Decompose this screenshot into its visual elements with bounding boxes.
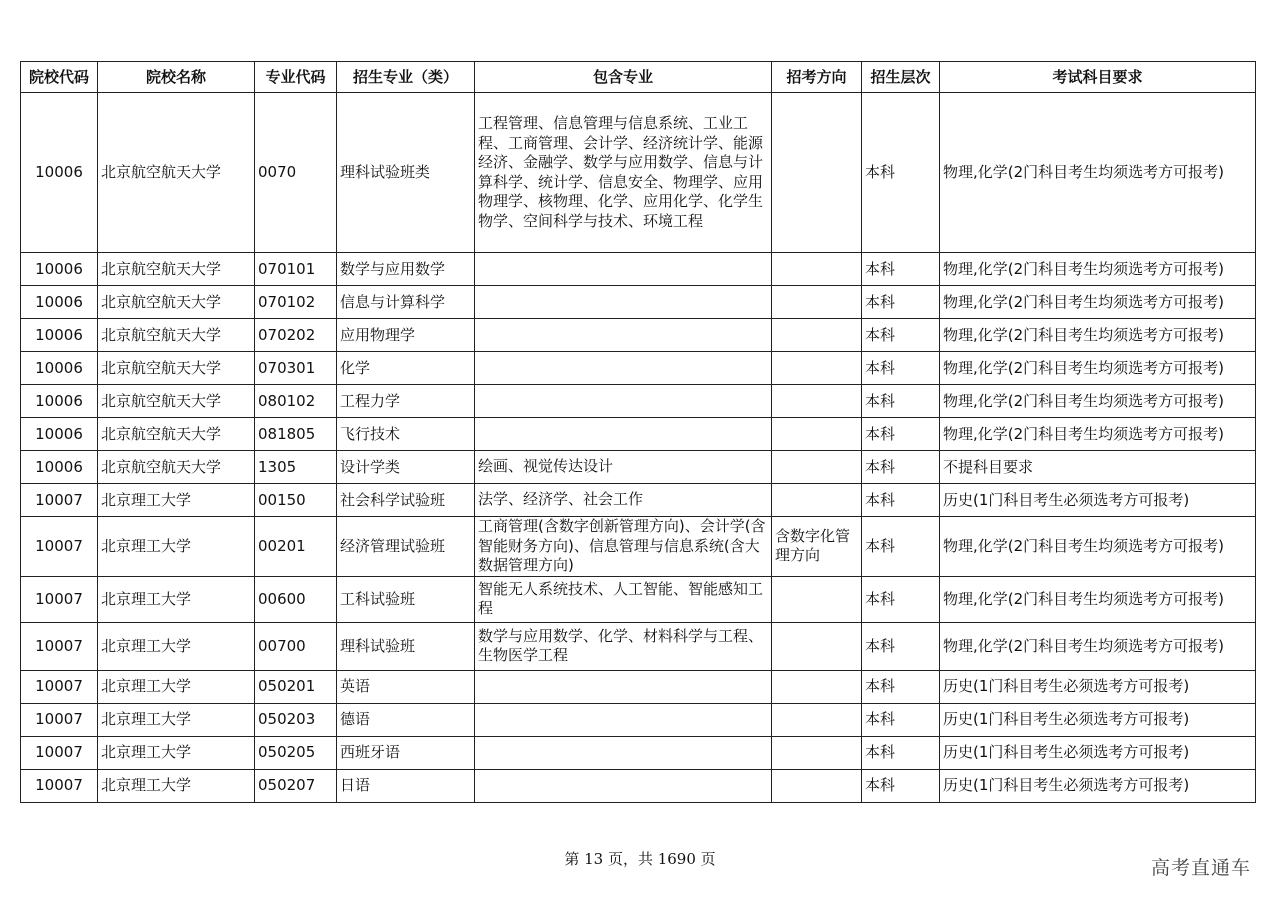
cell-level: 本科 xyxy=(862,703,940,736)
cell-school-code: 10007 xyxy=(21,703,98,736)
cell-major-category: 德语 xyxy=(337,703,475,736)
cell-direction xyxy=(772,576,862,622)
table-header-row xyxy=(21,62,1256,93)
cell-direction xyxy=(772,451,862,484)
cell-direction xyxy=(772,93,862,253)
cell-subject-requirement: 历史(1门科目考生必须选考方可报考) xyxy=(940,769,1256,802)
cell-school-code: 10006 xyxy=(21,253,98,286)
cell-direction xyxy=(772,484,862,517)
cell-subject-requirement: 物理,化学(2门科目考生均须选考方可报考) xyxy=(940,352,1256,385)
cell-school-name: 北京理工大学 xyxy=(98,769,255,802)
cell-level: 本科 xyxy=(862,517,940,577)
cell-subject-requirement: 物理,化学(2门科目考生均须选考方可报考) xyxy=(940,622,1256,670)
cell-subject-requirement: 历史(1门科目考生必须选考方可报考) xyxy=(940,736,1256,769)
cell-school-name: 北京理工大学 xyxy=(98,622,255,670)
table-row xyxy=(21,253,1256,286)
table-row xyxy=(21,622,1256,670)
header-school-code: 院校代码 xyxy=(21,62,98,93)
cell-direction xyxy=(772,286,862,319)
cell-level: 本科 xyxy=(862,319,940,352)
cell-major-code: 00700 xyxy=(255,622,337,670)
cell-subject-requirement: 物理,化学(2门科目考生均须选考方可报考) xyxy=(940,385,1256,418)
cell-school-name: 北京理工大学 xyxy=(98,703,255,736)
cell-subject-requirement: 物理,化学(2门科目考生均须选考方可报考) xyxy=(940,93,1256,253)
cell-school-name: 北京航空航天大学 xyxy=(98,451,255,484)
cell-included-majors: 工商管理(含数字创新管理方向)、会计学(含智能财务方向)、信息管理与信息系统(含大数据管理方向) xyxy=(475,517,772,577)
cell-major-category: 理科试验班类 xyxy=(337,93,475,253)
table-row xyxy=(21,769,1256,802)
cell-school-code: 10007 xyxy=(21,576,98,622)
cell-major-category: 英语 xyxy=(337,670,475,703)
table-row xyxy=(21,451,1256,484)
cell-school-name: 北京理工大学 xyxy=(98,576,255,622)
cell-major-code: 070202 xyxy=(255,319,337,352)
cell-major-category: 化学 xyxy=(337,352,475,385)
page-number: 第 13 页，共 1690 页 xyxy=(564,850,716,868)
cell-subject-requirement: 历史(1门科目考生必须选考方可报考) xyxy=(940,703,1256,736)
cell-school-name: 北京航空航天大学 xyxy=(98,352,255,385)
cell-subject-requirement: 物理,化学(2门科目考生均须选考方可报考) xyxy=(940,517,1256,577)
cell-major-category: 应用物理学 xyxy=(337,319,475,352)
cell-major-code: 070102 xyxy=(255,286,337,319)
cell-subject-requirement: 不提科目要求 xyxy=(940,451,1256,484)
cell-level: 本科 xyxy=(862,769,940,802)
cell-level: 本科 xyxy=(862,484,940,517)
cell-included-majors: 智能无人系统技术、人工智能、智能感知工程 xyxy=(475,576,772,622)
cell-direction: 含数字化管理方向 xyxy=(772,517,862,577)
cell-school-name: 北京理工大学 xyxy=(98,736,255,769)
table-row xyxy=(21,484,1256,517)
cell-included-majors: 法学、经济学、社会工作 xyxy=(475,484,772,517)
cell-major-category: 工程力学 xyxy=(337,385,475,418)
table-row xyxy=(21,352,1256,385)
cell-school-code: 10006 xyxy=(21,93,98,253)
header-included-majors: 包含专业 xyxy=(475,62,772,93)
table-row xyxy=(21,286,1256,319)
cell-level: 本科 xyxy=(862,253,940,286)
cell-major-code: 050203 xyxy=(255,703,337,736)
cell-included-majors xyxy=(475,418,772,451)
cell-school-name: 北京航空航天大学 xyxy=(98,286,255,319)
cell-school-code: 10007 xyxy=(21,484,98,517)
cell-major-code: 00600 xyxy=(255,576,337,622)
cell-major-code: 00150 xyxy=(255,484,337,517)
cell-major-category: 理科试验班 xyxy=(337,622,475,670)
watermark-text: 高考直通车 xyxy=(1150,857,1251,879)
cell-school-code: 10007 xyxy=(21,517,98,577)
cell-level: 本科 xyxy=(862,670,940,703)
cell-level: 本科 xyxy=(862,622,940,670)
cell-major-code: 070101 xyxy=(255,253,337,286)
cell-school-name: 北京航空航天大学 xyxy=(98,385,255,418)
cell-major-category: 西班牙语 xyxy=(337,736,475,769)
cell-school-name: 北京理工大学 xyxy=(98,517,255,577)
cell-included-majors xyxy=(475,703,772,736)
cell-subject-requirement: 历史(1门科目考生必须选考方可报考) xyxy=(940,670,1256,703)
cell-school-code: 10007 xyxy=(21,622,98,670)
cell-major-code: 080102 xyxy=(255,385,337,418)
cell-major-code: 081805 xyxy=(255,418,337,451)
cell-school-name: 北京航空航天大学 xyxy=(98,93,255,253)
cell-included-majors xyxy=(475,670,772,703)
cell-included-majors: 工程管理、信息管理与信息系统、工业工程、工商管理、会计学、经济统计学、能源经济、金融学、数学与应用数学、信息与计算科学、统计学、信息安全、物理学、应用物理学、核物理、化学、应用化学、化学生物学、空间科学与技术、环境工程 xyxy=(475,93,772,253)
cell-major-category: 数学与应用数学 xyxy=(337,253,475,286)
table-row xyxy=(21,517,1256,577)
cell-school-code: 10007 xyxy=(21,769,98,802)
cell-major-category: 社会科学试验班 xyxy=(337,484,475,517)
cell-major-code: 1305 xyxy=(255,451,337,484)
cell-level: 本科 xyxy=(862,352,940,385)
cell-school-name: 北京理工大学 xyxy=(98,670,255,703)
cell-direction xyxy=(772,319,862,352)
cell-subject-requirement: 物理,化学(2门科目考生均须选考方可报考) xyxy=(940,286,1256,319)
cell-direction xyxy=(772,703,862,736)
cell-major-code: 050201 xyxy=(255,670,337,703)
cell-major-category: 日语 xyxy=(337,769,475,802)
cell-included-majors: 数学与应用数学、化学、材料科学与工程、生物医学工程 xyxy=(475,622,772,670)
cell-level: 本科 xyxy=(862,418,940,451)
cell-direction xyxy=(772,418,862,451)
cell-major-category: 信息与计算科学 xyxy=(337,286,475,319)
cell-school-code: 10006 xyxy=(21,286,98,319)
cell-included-majors xyxy=(475,385,772,418)
cell-school-code: 10006 xyxy=(21,451,98,484)
header-school-name: 院校名称 xyxy=(98,62,255,93)
table-row xyxy=(21,319,1256,352)
header-major-category: 招生专业（类） xyxy=(337,62,475,93)
cell-direction xyxy=(772,385,862,418)
cell-included-majors xyxy=(475,286,772,319)
cell-included-majors: 绘画、视觉传达设计 xyxy=(475,451,772,484)
cell-major-code: 070301 xyxy=(255,352,337,385)
cell-level: 本科 xyxy=(862,736,940,769)
cell-major-category: 设计学类 xyxy=(337,451,475,484)
cell-major-category: 经济管理试验班 xyxy=(337,517,475,577)
table-row xyxy=(21,418,1256,451)
table-row xyxy=(21,385,1256,418)
cell-direction xyxy=(772,769,862,802)
header-direction: 招考方向 xyxy=(772,62,862,93)
table-row xyxy=(21,576,1256,622)
header-major-code: 专业代码 xyxy=(255,62,337,93)
admissions-table xyxy=(20,61,1256,803)
cell-school-code: 10006 xyxy=(21,352,98,385)
cell-subject-requirement: 物理,化学(2门科目考生均须选考方可报考) xyxy=(940,418,1256,451)
cell-included-majors xyxy=(475,253,772,286)
cell-major-code: 00201 xyxy=(255,517,337,577)
cell-major-category: 工科试验班 xyxy=(337,576,475,622)
cell-subject-requirement: 物理,化学(2门科目考生均须选考方可报考) xyxy=(940,253,1256,286)
cell-major-code: 050205 xyxy=(255,736,337,769)
header-level: 招生层次 xyxy=(862,62,940,93)
cell-school-name: 北京航空航天大学 xyxy=(98,253,255,286)
cell-school-name: 北京航空航天大学 xyxy=(98,319,255,352)
cell-level: 本科 xyxy=(862,93,940,253)
table-row xyxy=(21,670,1256,703)
cell-school-code: 10007 xyxy=(21,670,98,703)
cell-included-majors xyxy=(475,352,772,385)
cell-included-majors xyxy=(475,319,772,352)
cell-subject-requirement: 物理,化学(2门科目考生均须选考方可报考) xyxy=(940,319,1256,352)
table-row xyxy=(21,93,1256,253)
cell-direction xyxy=(772,253,862,286)
cell-major-code: 0070 xyxy=(255,93,337,253)
cell-direction xyxy=(772,736,862,769)
cell-level: 本科 xyxy=(862,286,940,319)
cell-subject-requirement: 历史(1门科目考生必须选考方可报考) xyxy=(940,484,1256,517)
cell-major-category: 飞行技术 xyxy=(337,418,475,451)
table-body xyxy=(21,93,1256,803)
cell-direction xyxy=(772,670,862,703)
cell-major-code: 050207 xyxy=(255,769,337,802)
cell-school-code: 10006 xyxy=(21,319,98,352)
cell-level: 本科 xyxy=(862,385,940,418)
header-subject-requirement: 考试科目要求 xyxy=(940,62,1256,93)
cell-school-name: 北京航空航天大学 xyxy=(98,418,255,451)
cell-level: 本科 xyxy=(862,451,940,484)
cell-level: 本科 xyxy=(862,576,940,622)
cell-school-code: 10006 xyxy=(21,385,98,418)
cell-included-majors xyxy=(475,736,772,769)
cell-school-code: 10007 xyxy=(21,736,98,769)
cell-school-name: 北京理工大学 xyxy=(98,484,255,517)
cell-school-code: 10006 xyxy=(21,418,98,451)
table-row xyxy=(21,736,1256,769)
cell-included-majors xyxy=(475,769,772,802)
cell-direction xyxy=(772,622,862,670)
cell-direction xyxy=(772,352,862,385)
table-row xyxy=(21,703,1256,736)
cell-subject-requirement: 物理,化学(2门科目考生均须选考方可报考) xyxy=(940,576,1256,622)
